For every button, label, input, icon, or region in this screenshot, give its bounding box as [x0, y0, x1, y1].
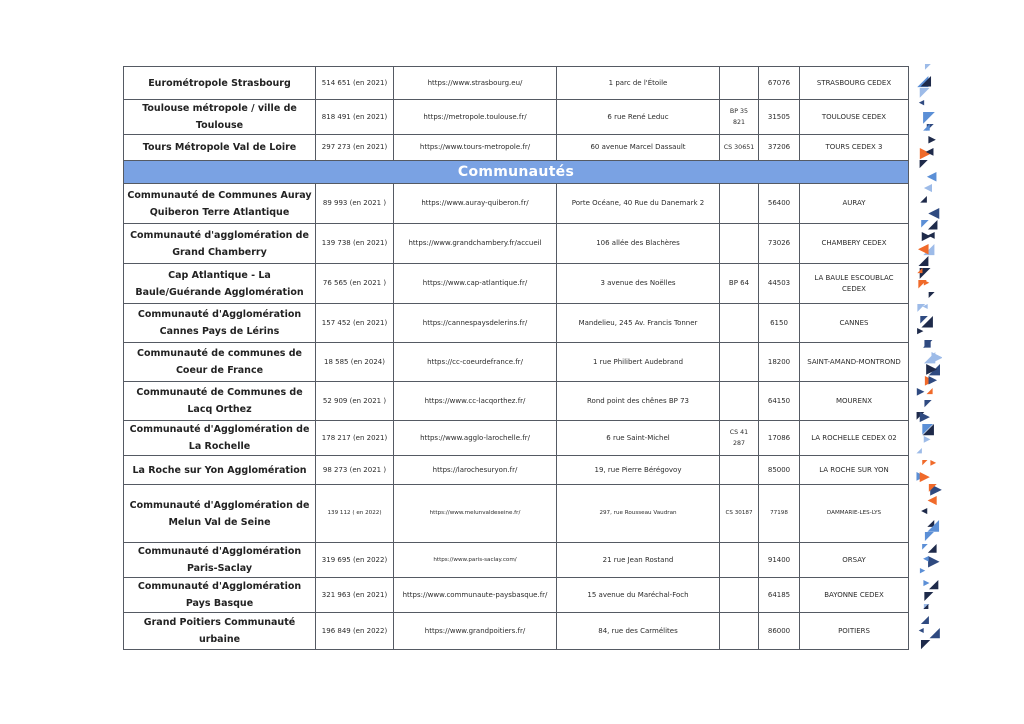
name-cell: Communauté d'Agglomération Pays Basque [124, 578, 316, 613]
population-cell: 514 651 (en 2021) [316, 67, 394, 100]
population-cell: 321 963 (en 2021) [316, 578, 394, 613]
table-row [124, 485, 909, 543]
population-cell: 178 217 (en 2021) [316, 421, 394, 456]
decorative-triangle [924, 592, 933, 601]
postal-box-cell [720, 184, 759, 224]
city-cell: CANNES [800, 304, 909, 343]
postal-box-cell [720, 343, 759, 382]
decorative-triangle [922, 232, 931, 241]
population-cell: 196 849 (en 2022) [316, 613, 394, 650]
communities-table [123, 66, 909, 650]
name-cell: Toulouse métropole / ville de Toulouse [124, 100, 316, 135]
postal-box-cell: CS 41 287 [720, 421, 759, 456]
website-link[interactable]: https://www.cc-lacqorthez.fr/ [394, 382, 557, 421]
decorative-triangle [924, 436, 931, 443]
city-cell: ORSAY [800, 543, 909, 578]
postal-code-cell: 56400 [759, 184, 800, 224]
postal-code-cell: 64185 [759, 578, 800, 613]
population-cell: 139 738 (en 2021) [316, 224, 394, 264]
population-cell: 89 993 (en 2021 ) [316, 184, 394, 224]
address-cell: 60 avenue Marcel Dassault [557, 135, 720, 161]
city-cell: TOULOUSE CEDEX [800, 100, 909, 135]
table-row [124, 264, 909, 304]
table-row [124, 343, 909, 382]
website-link[interactable]: https://www.cap-atlantique.fr/ [394, 264, 557, 304]
address-cell: Porte Océane, 40 Rue du Danemark 2 [557, 184, 720, 224]
decorative-triangle [928, 208, 939, 219]
decorative-triangle [918, 256, 928, 266]
postal-box-cell [720, 224, 759, 264]
table-row [124, 304, 909, 343]
address-cell: 297, rue Rousseau Vaudran [557, 485, 720, 543]
name-cell: Communauté d'Agglomération Cannes Pays de Lérins [124, 304, 316, 343]
decorative-triangle [919, 100, 924, 105]
postal-box-cell: CS 30187 [720, 485, 759, 543]
table-row [124, 135, 909, 161]
decorative-triangle [928, 496, 937, 505]
postal-code-cell: 6150 [759, 304, 800, 343]
table-row [124, 543, 909, 578]
name-cell: Communauté de communes de Coeur de France [124, 343, 316, 382]
website-link[interactable]: https://www.agglo-larochelle.fr/ [394, 421, 557, 456]
city-cell: CHAMBERY CEDEX [800, 224, 909, 264]
address-cell: 6 rue Saint-Michel [557, 421, 720, 456]
decorative-triangle [923, 556, 929, 562]
postal-code-cell: 37206 [759, 135, 800, 161]
postal-box-cell [720, 543, 759, 578]
city-cell: SAINT-AMAND-MONTROND [800, 343, 909, 382]
population-cell: 818 491 (en 2021) [316, 100, 394, 135]
decorative-triangle [923, 124, 930, 131]
city-cell: LA ROCHELLE CEDEX 02 [800, 421, 909, 456]
postal-box-cell [720, 613, 759, 650]
name-cell: Cap Atlantique - La Baule/Guérande Agglomération [124, 264, 316, 304]
website-link[interactable]: https://www.grandpoitiers.fr/ [394, 613, 557, 650]
population-cell: 157 452 (en 2021) [316, 304, 394, 343]
decorative-triangles-pattern [914, 60, 942, 650]
table-row [124, 456, 909, 485]
table-row [124, 184, 909, 224]
table-row [124, 67, 909, 100]
decorative-triangle [921, 640, 930, 649]
postal-box-cell [720, 304, 759, 343]
section-header-row [124, 161, 909, 184]
decorative-triangle [928, 136, 935, 143]
population-cell: 297 273 (en 2021) [316, 135, 394, 161]
decorative-triangle [927, 388, 933, 394]
decorative-triangle [920, 88, 930, 98]
population-cell: 18 585 (en 2024) [316, 343, 394, 382]
decorative-triangle [924, 400, 931, 407]
city-cell: LA BAULE ESCOUBLAC CEDEX [800, 264, 909, 304]
address-cell: 3 avenue des Noëlles [557, 264, 720, 304]
decorative-triangle [920, 412, 930, 422]
table-row [124, 613, 909, 650]
decorative-triangle [923, 112, 935, 124]
postal-box-cell: BP 64 [720, 264, 759, 304]
name-cell: Communauté de Communes Auray Quiberon Terre Atlantique [124, 184, 316, 224]
decorative-triangle [925, 64, 931, 70]
postal-code-cell: 77198 [759, 485, 800, 543]
city-cell: STRASBOURG CEDEX [800, 67, 909, 100]
address-cell: 19, rue Pierre Bérégovoy [557, 456, 720, 485]
address-cell: 15 avenue du Maréchal-Foch [557, 578, 720, 613]
table-row [124, 421, 909, 456]
address-cell: 21 rue Jean Rostand [557, 543, 720, 578]
name-cell: Communauté d'Agglomération de La Rochelle [124, 421, 316, 456]
address-cell: 106 allée des Blachères [557, 224, 720, 264]
postal-code-cell: 64150 [759, 382, 800, 421]
city-cell: POITIERS [800, 613, 909, 650]
website-link[interactable]: https://www.communaute-paysbasque.fr/ [394, 578, 557, 613]
table-row [124, 224, 909, 264]
website-link[interactable]: https://larochesuryon.fr/ [394, 456, 557, 485]
address-cell: 84, rue des Carmélites [557, 613, 720, 650]
decorative-triangle [917, 388, 925, 396]
population-cell: 98 273 (en 2021 ) [316, 456, 394, 485]
decorative-triangle [930, 460, 936, 466]
name-cell: Eurométropole Strasbourg [124, 67, 316, 100]
decorative-triangle [919, 628, 924, 633]
name-cell: Communauté d'Agglomération Paris-Saclay [124, 543, 316, 578]
decorative-triangle [924, 280, 929, 285]
decorative-triangle [920, 472, 930, 482]
population-cell: 319 695 (en 2022) [316, 543, 394, 578]
population-cell: 76 565 (en 2021 ) [316, 264, 394, 304]
city-cell: MOURENX [800, 382, 909, 421]
address-cell: 1 rue Philibert Audebrand [557, 343, 720, 382]
postal-code-cell: 73026 [759, 224, 800, 264]
website-link[interactable]: https://www.melunvaldeseine.fr/ [394, 485, 557, 543]
decorative-triangle [927, 172, 937, 182]
name-cell: Communauté d'agglomération de Grand Chamberry [124, 224, 316, 264]
decorative-triangle [921, 508, 927, 514]
address-cell: Rond point des chênes BP 73 [557, 382, 720, 421]
postal-code-cell: 31505 [759, 100, 800, 135]
decorative-triangle [920, 160, 928, 168]
postal-code-cell: 17086 [759, 421, 800, 456]
website-link[interactable]: https://cannespaysdelerins.fr/ [394, 304, 557, 343]
city-cell: BAYONNE CEDEX [800, 578, 909, 613]
website-link[interactable]: https://cc-coeurdefrance.fr/ [394, 343, 557, 382]
address-cell: Mandelieu, 245 Av. Francis Tonner [557, 304, 720, 343]
website-link[interactable]: https://www.paris-saclay.com/ [394, 543, 557, 578]
decorative-triangle [928, 556, 939, 567]
decorative-triangle [925, 532, 934, 541]
postal-code-cell: 85000 [759, 456, 800, 485]
decorative-triangle [920, 196, 927, 203]
decorative-triangle [928, 544, 937, 553]
name-cell: Tours Métropole Val de Loire [124, 135, 316, 161]
postal-box-cell [720, 578, 759, 613]
name-cell: Communauté d'Agglomération de Melun Val de Seine [124, 485, 316, 543]
decorative-triangle [918, 244, 929, 255]
city-cell: TOURS CEDEX 3 [800, 135, 909, 161]
name-cell: Communauté de Communes de Lacq Orthez [124, 382, 316, 421]
decorative-triangle [921, 616, 929, 624]
city-cell: LA ROCHE SUR YON [800, 456, 909, 485]
name-cell: Grand Poitiers Communauté urbaine [124, 613, 316, 650]
table-row [124, 100, 909, 135]
population-cell: 139 112 ( en 2022) [316, 485, 394, 543]
postal-box-cell [720, 67, 759, 100]
decorative-triangle [929, 292, 935, 298]
decorative-triangle [920, 568, 925, 573]
decorative-triangle [924, 184, 932, 192]
postal-box-cell: BP 35 821 [720, 100, 759, 135]
city-cell: DAMMARIE-LES-LYS [800, 485, 909, 543]
decorative-triangle [928, 220, 937, 229]
decorative-triangle [921, 220, 929, 228]
decorative-triangle [916, 448, 921, 453]
decorative-triangle [922, 460, 927, 465]
decorative-triangle [929, 580, 938, 589]
decorative-triangle [931, 352, 942, 363]
decorative-triangle [917, 304, 925, 312]
postal-code-cell: 86000 [759, 613, 800, 650]
postal-code-cell: 91400 [759, 543, 800, 578]
decorative-triangle [922, 544, 928, 550]
name-cell: La Roche sur Yon Agglomération [124, 456, 316, 485]
decorative-triangle [928, 232, 935, 239]
address-cell: 1 parc de l'Étoile [557, 67, 720, 100]
postal-code-cell: 67076 [759, 67, 800, 100]
postal-box-cell [720, 456, 759, 485]
population-cell: 52 909 (en 2021 ) [316, 382, 394, 421]
city-cell: AURAY [800, 184, 909, 224]
section-title: Communautés [124, 161, 909, 184]
decorative-triangle [917, 328, 923, 334]
decorative-triangle [929, 376, 938, 385]
website-link[interactable]: https://www.auray-quiberon.fr/ [394, 184, 557, 224]
website-link[interactable]: https://www.tours-metropole.fr/ [394, 135, 557, 161]
postal-box-cell: CS 30651 [720, 135, 759, 161]
website-link[interactable]: https://www.strasbourg.eu/ [394, 67, 557, 100]
decorative-triangle [930, 628, 940, 638]
postal-code-cell: 44503 [759, 264, 800, 304]
decorative-triangle [923, 580, 929, 586]
postal-box-cell [720, 382, 759, 421]
postal-code-cell: 18200 [759, 343, 800, 382]
website-link[interactable]: https://metropole.toulouse.fr/ [394, 100, 557, 135]
table-row [124, 382, 909, 421]
website-link[interactable]: https://www.grandchambery.fr/accueil [394, 224, 557, 264]
table-row [124, 578, 909, 613]
address-cell: 6 rue René Leduc [557, 100, 720, 135]
